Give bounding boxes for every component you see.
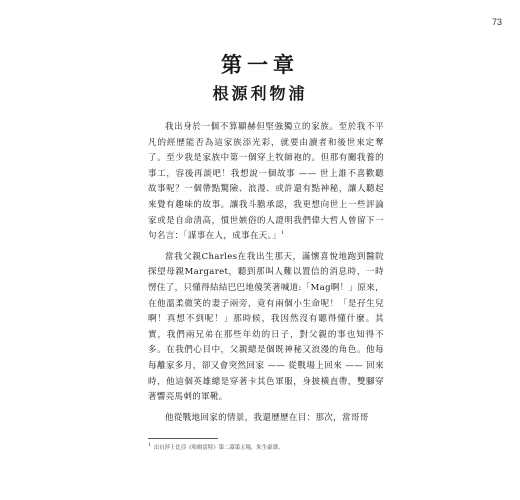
paragraph-2 xyxy=(148,250,384,406)
body-text xyxy=(148,120,384,431)
paragraph-3 xyxy=(148,411,384,427)
chapter-heading xyxy=(0,52,520,104)
footnote-divider xyxy=(148,438,218,439)
chapter-number: 第一章 xyxy=(221,52,299,77)
footnote-reference: 1 xyxy=(281,230,285,237)
paragraph-3-text: 他從戰地回家的情景，我還歷歷在目：那次，當哥哥 xyxy=(165,412,369,423)
footnote-marker: 1 xyxy=(148,443,151,449)
paragraph-2-text: 當我父親Charles在我出生那天，滿懷喜悅地跑到醫院探望母親Margaret，聽到那叫人難以置信的消息時，一時愣住了，只懂得結結巴巴地傻笑著喊道:「Mag啊！」原來，在他溫柔微笑的妻子兩旁，竟有兩個小生命呢！「是孖生兒啊！真想不到呢！」那時候，我因然沒有聽得懂什麼。其實，我們兩兄弟在那些年幼的日子，對父親的事也知得不多。在我們心目中，父親總是個既神秘又浪漫的角色。他每每離家多月，卻又會突然回家 —— 從戰場上回來 —— 回來時，他這個英雄總是穿著卡其色軍服，身披橫直帶，雙腳穿著響亮馬刺的軍靴。 xyxy=(148,251,384,403)
paragraph-1 xyxy=(148,120,384,245)
chapter-title: 根源利物浦 xyxy=(212,84,308,103)
footnote-text: 出自莎士比亞《哈姆雷特》第二幕第五場，朱生豪譯。 xyxy=(153,445,284,451)
page-number: 73 xyxy=(491,17,502,27)
footnote xyxy=(148,444,388,452)
paragraph-1-text: 我出身於一個不算顯赫但堅強獨立的家族。至於我不平凡的經歷能否為這家族添光彩，就要由讀者和後世來定奪了。至少我是家族中第一個穿上牧師袍的。但那有關我養的事工，容後再談吧！我想說一個故事 —— 世上誰不喜歡聽故事呢？一個帶點驚險、浪漫、或許還有點神秘，讓人聽起來覺有趣味的故事。讓我斗膽承認，我更想向世上一些評論家或是自命清高，憤世嫉俗的人證明我們偉大哲人曾留下一句名言：「謀事在人，成事在天。」 xyxy=(148,122,384,242)
